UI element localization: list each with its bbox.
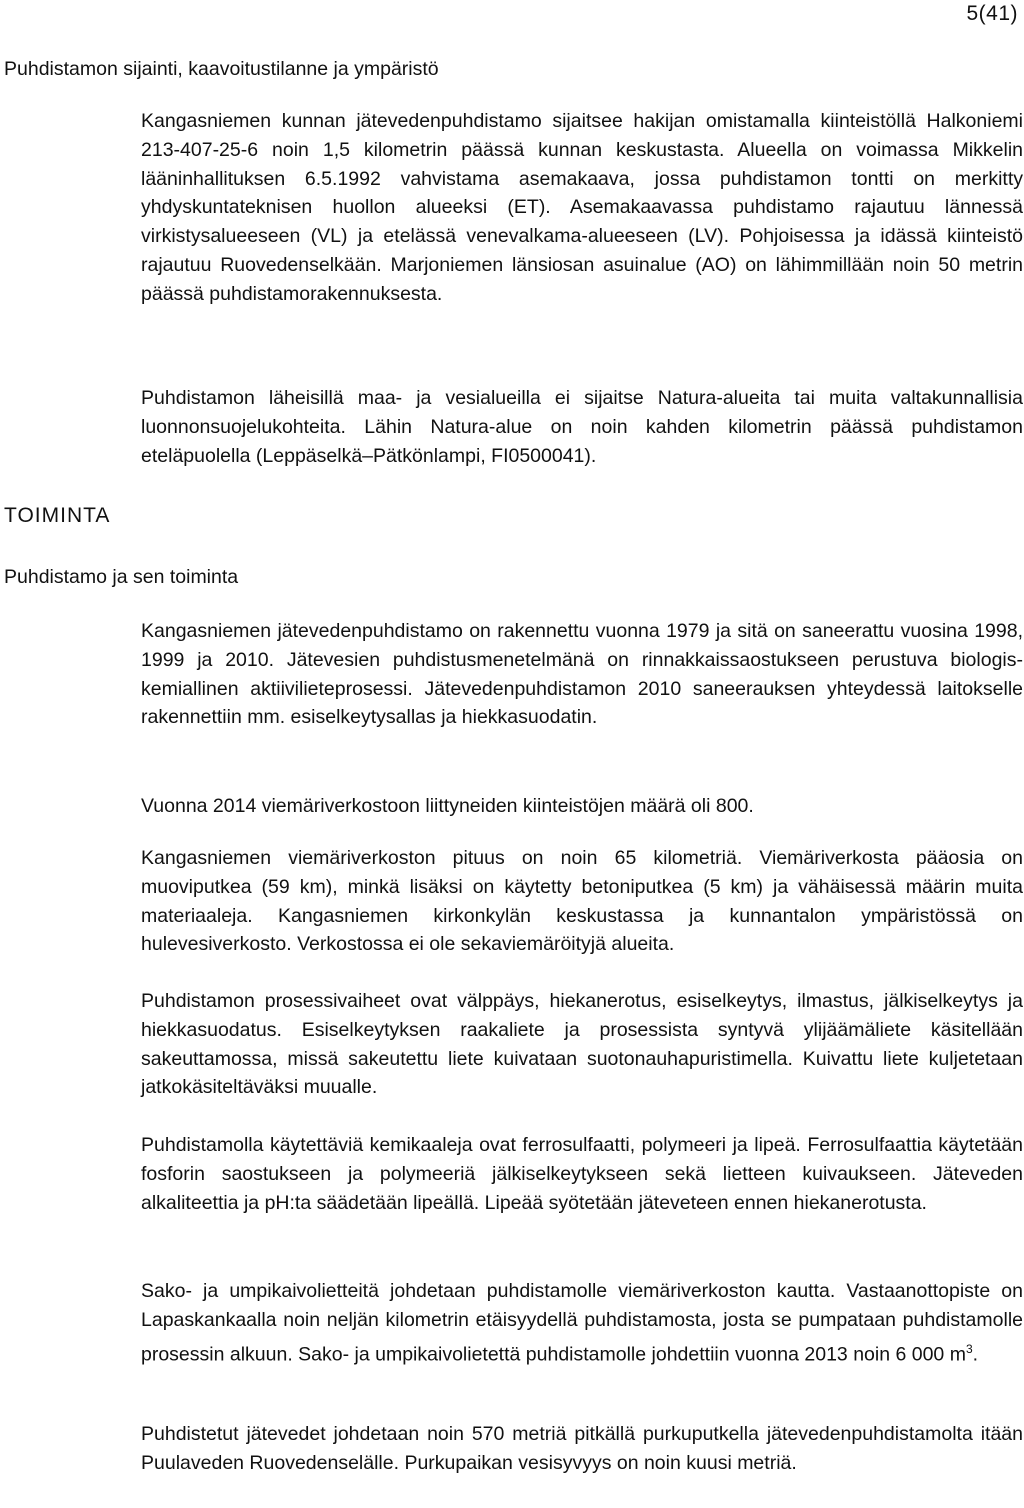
paragraph-text: Sako- ja umpikaivolietteitä johdetaan puhdistamolle viemäriverkoston kautta. Vastaanottopiste on Lapaskankaalla noin neljän kilometrin etäisyydellä puhdistamosta, josta se pumpataan puhdistamolle prosessin alkuun. Sako- ja umpikaivolietettä puhdistamolle johdettiin vuonna 2013 noin 6 000 m — [141, 1280, 1023, 1366]
section-heading-location: Puhdistamon sijainti, kaavoitustilanne ja ympäristö — [4, 58, 439, 80]
paragraph: Kangasniemen jätevedenpuhdistamo on rakennettu vuonna 1979 ja sitä on saneerattu vuosina 1998, 1999 ja 2010. Jätevesien puhdistusmenetelmänä on rinnakkaissaostukseen perustuva biologis-kemiallinen aktiivilieteprosessi. Jätevedenpuhdistamon 2010 saneerauksen yhteydessä laitokselle rakennettiin mm. esiselkeytysallas ja hiekkasuodatin. — [141, 620, 1023, 729]
paragraph-end: . — [972, 1343, 979, 1366]
paragraph: Puhdistamon prosessivaiheet ovat välppäys, hiekanerotus, esiselkeytys, ilmastus, jälkiselkeytys ja hiekkasuodatus. Esiselkeytyksen raakaliete ja prosessista syntyvä ylijäämäliete käsitellään sakeuttamossa, missä sakeutettu liete kuivataan suotonauhapuristimella. Kuivattu liete kuljetetaan jatkokäsiteltäväksi muualle. — [141, 990, 1023, 1099]
paragraph — [141, 1277, 1023, 1369]
paragraph: Puhdistamolla käytettäviä kemikaaleja ovat ferrosulfaatti, polymeeri ja lipeä. Ferrosulfaattia käytetään fosforin saostukseen ja polymeeriä jälkiselkeytykseen sekä lietteen kuivaukseen. Jäteveden alkaliteettia ja pH:ta säädetään lipeällä. Lipeää syötetään jäteveteen ennen hiekanerotusta. — [141, 1134, 1023, 1214]
paragraph: Kangasniemen viemäriverkoston pituus on noin 65 kilometriä. Viemäriverkosta pääosia on muoviputkea (59 km), minkä lisäksi on käytetty betoniputkea (5 km) ja vähäisessä määrin muita materiaaleja. Kangasniemen kirkonkylän keskustassa ja kunnantalon ympäristössä on hulevesiverkosto. Verkostossa ei ole sekaviemäröityjä alueita. — [141, 847, 1023, 956]
page-number: 5(41) — [966, 2, 1018, 25]
paragraph: Puhdistamon läheisillä maa- ja vesialueilla ei sijaitse Natura-alueita tai muita valtakunnallisia luonnonsuojelukohteita. Lähin Natura-alue on noin kahden kilometrin päässä puhdistamon eteläpuolella (Leppäselkä–Pätkönlampi, FI0500041). — [141, 387, 1023, 467]
superscript: 3 — [965, 1341, 973, 1356]
section-heading-main: TOIMINTA — [4, 504, 111, 527]
paragraph: Puhdistetut jätevedet johdetaan noin 570 metriä pitkällä purkuputkella jätevedenpuhdistamolta itään Puulaveden Ruovedenselälle. Purkupaikan vesisyvyys on noin kuusi metriä. — [141, 1423, 1023, 1474]
paragraph: Vuonna 2014 viemäriverkostoon liittyneiden kiinteistöjen määrä oli 800. — [141, 795, 754, 817]
paragraph: Kangasniemen kunnan jätevedenpuhdistamo sijaitsee hakijan omistamalla kiinteistöllä Halkoniemi 213-407-25-6 noin 1,5 kilometrin päässä kunnan keskustasta. Alueella on voimassa Mikkelin lääninhallituksen 6.5.1992 vahvistama asemakaava, jossa puhdistamon tontti on merkitty yhdyskuntateknisen huollon alueeksi (ET). Asemakaavassa puhdistamo rajautuu lännessä virkistysalueeseen (VL) ja etelässä venevalkama-alueeseen (LV). Pohjoisessa ja idässä kiinteistö rajautuu Ruovedenselkään. Marjoniemen länsiosan asuinalue (AO) on lähimmillään noin 50 metrin päässä puhdistamorakennuksesta. — [141, 110, 1023, 305]
section-heading-operation: Puhdistamo ja sen toiminta — [4, 566, 239, 588]
